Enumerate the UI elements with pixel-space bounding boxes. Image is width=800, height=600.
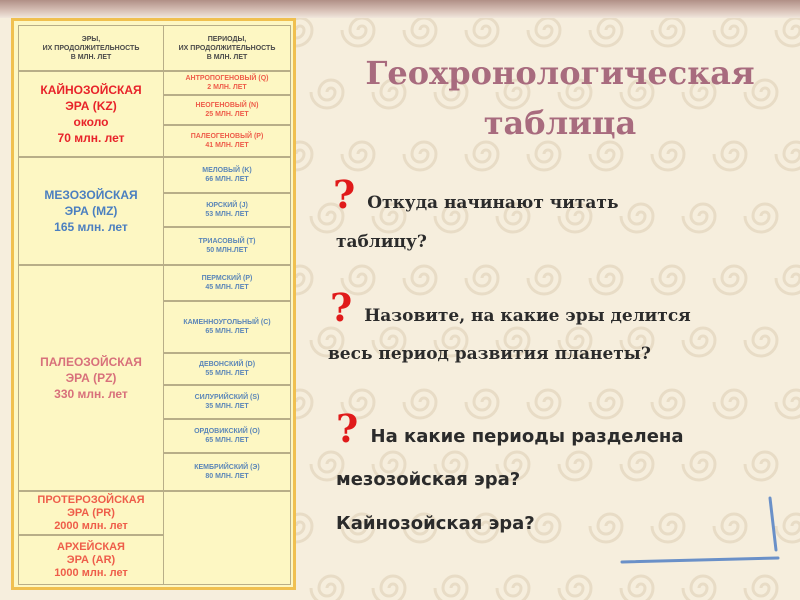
swirl-shape [466,18,498,46]
header-eras-line: ЭРЫ, [81,35,101,43]
period-cell [163,71,291,95]
era-text-line: 165 млн. лет [54,220,128,234]
era-text-line: ЭРА (PR) [67,506,115,519]
swirl-shape [714,142,746,170]
swirl-shape [621,204,653,232]
geochronological-table [11,18,296,590]
era-text-line: ЭРА (KZ) [65,99,117,113]
period-duration: 25 МЛН. ЛЕТ [205,111,249,118]
question-1-line1: Откуда начинают читать [367,193,619,213]
period-cell [163,227,291,265]
header-periods-line: В МЛН. ЛЕТ [206,53,248,61]
swirl-shape [435,576,467,600]
period-duration: 50 МЛН.ЛЕТ [206,247,248,254]
question-mark-icon: ? [333,172,356,217]
question-3 [336,406,684,451]
period-cell [163,453,291,491]
period-duration: 66 МЛН. ЛЕТ [205,176,249,183]
question-3-line2: мезозойская эра? [336,469,521,490]
question-3-line1: На какие периоды разделена [370,426,684,447]
swirl-shape [466,142,498,170]
period-cell [163,157,291,193]
era-cell [18,157,164,265]
era-text-line: 330 млн. лет [54,387,128,401]
question-2 [330,285,691,330]
decorative-bracket-lines [610,490,790,580]
question-2-line2: весь период развития планеты? [328,344,651,364]
era-text-line: 70 млн. лет [57,131,125,145]
swirl-shape [776,390,800,418]
era-cell [18,535,164,585]
swirl-shape [404,18,436,46]
slide-title-line1: Геохронологическая [365,54,755,92]
period-duration: 80 МЛН. ЛЕТ [205,473,249,480]
swirl-shape [404,142,436,170]
period-cell-empty [163,491,291,585]
period-duration: 35 МЛН. ЛЕТ [205,403,249,410]
swirl-shape [683,452,715,480]
era-text-line: ПАЛЕОЗОЙСКАЯ [40,355,142,369]
period-name: ЮРСКИЙ (J) [206,202,248,209]
era-text-line: около [73,115,109,129]
era-text-line: КАЙНОЗОЙСКАЯ [40,83,142,97]
period-cell [163,193,291,227]
swirl-shape [528,18,560,46]
period-name: ОРДОВИКСКИЙ (O) [194,428,260,435]
question-1-line2: таблицу? [336,232,427,252]
header-eras-cell [18,25,164,71]
swirl-shape [621,452,653,480]
question-3-line3: Кайнозойская эра? [336,513,535,534]
period-cell [163,385,291,419]
period-name: МЕЛОВЫЙ (K) [202,167,252,174]
swirl-shape [528,142,560,170]
period-duration: 55 МЛН. ЛЕТ [205,370,249,377]
swirl-shape [373,576,405,600]
period-name: КАМЕННОУГОЛЬНЫЙ (C) [183,319,271,326]
swirl-shape [745,204,777,232]
question-1 [333,172,618,217]
question-2-line1: Назовите, на какие эры делится [364,306,691,326]
era-cell [18,265,164,491]
period-duration: 65 МЛН. ЛЕТ [205,328,249,335]
period-cell [163,125,291,157]
period-cell [163,419,291,453]
swirl-shape [342,142,374,170]
header-periods-cell [163,25,291,71]
swirl-shape [683,204,715,232]
swirl-shape [590,142,622,170]
period-cell [163,353,291,385]
era-text-line: ПРОТЕРОЗОЙСКАЯ [37,493,145,506]
swirl-shape [776,18,800,46]
slide-title-line2: таблица [483,104,637,142]
period-cell [163,301,291,353]
period-duration: 41 МЛН. ЛЕТ [205,142,249,149]
era-cell [18,71,164,157]
swirl-shape [559,576,591,600]
period-name: АНТРОПОГЕНОВЫЙ (Q) [185,75,269,82]
swirl-shape [559,452,591,480]
era-text-line: 1000 млн. лет [54,566,128,579]
era-text-line: МЕЗОЗОЙСКАЯ [44,188,138,202]
top-decorative-band [0,0,800,18]
period-name: ПАЛЕОГЕНОВЫЙ (P) [190,133,264,140]
swirl-shape [745,328,777,356]
era-text-line: ЭРА (AR) [66,553,116,566]
swirl-shape [497,576,529,600]
swirl-shape [714,18,746,46]
swirl-shape [652,18,684,46]
era-text-line: ЭРА (PZ) [65,371,117,385]
period-duration: 2 МЛН. ЛЕТ [207,84,247,91]
question-mark-icon: ? [336,406,359,451]
swirl-shape [714,266,746,294]
era-text-line: ЭРА (MZ) [64,204,118,218]
header-eras-line: ИХ ПРОДОЛЖИТЕЛЬНОСТЬ [42,44,140,52]
period-name: НЕОГЕНОВЫЙ (N) [195,102,259,109]
era-text-line: 2000 млн. лет [54,519,128,532]
period-name: ТРИАСОВЫЙ (T) [198,238,256,245]
period-duration: 53 МЛН. ЛЕТ [205,211,249,218]
swirl-shape [714,390,746,418]
question-mark-icon: ? [330,285,353,330]
swirl-shape [776,266,800,294]
period-name: КЕМБРИЙСКИЙ (Э) [194,464,260,471]
swirl-shape [311,576,343,600]
header-eras-line: В МЛН. ЛЕТ [70,53,112,61]
period-duration: 65 МЛН. ЛЕТ [205,437,249,444]
swirl-shape [652,142,684,170]
swirl-shape [683,328,715,356]
swirl-shape [745,452,777,480]
period-name: ДЕВОНСКИЙ (D) [198,361,256,368]
period-cell [163,265,291,301]
period-duration: 45 МЛН. ЛЕТ [205,284,249,291]
swirl-shape [590,18,622,46]
era-text-line: АРХЕЙСКАЯ [57,540,125,553]
header-periods-line: ИХ ПРОДОЛЖИТЕЛЬНОСТЬ [178,44,276,52]
swirl-shape [776,142,800,170]
header-periods-line: ПЕРИОДЫ, [207,35,247,43]
period-name: СИЛУРИЙСКИЙ (S) [194,394,260,401]
period-name: ПЕРМСКИЙ (P) [201,275,253,282]
era-cell [18,491,164,535]
period-cell [163,95,291,125]
swirl-shape [342,18,374,46]
